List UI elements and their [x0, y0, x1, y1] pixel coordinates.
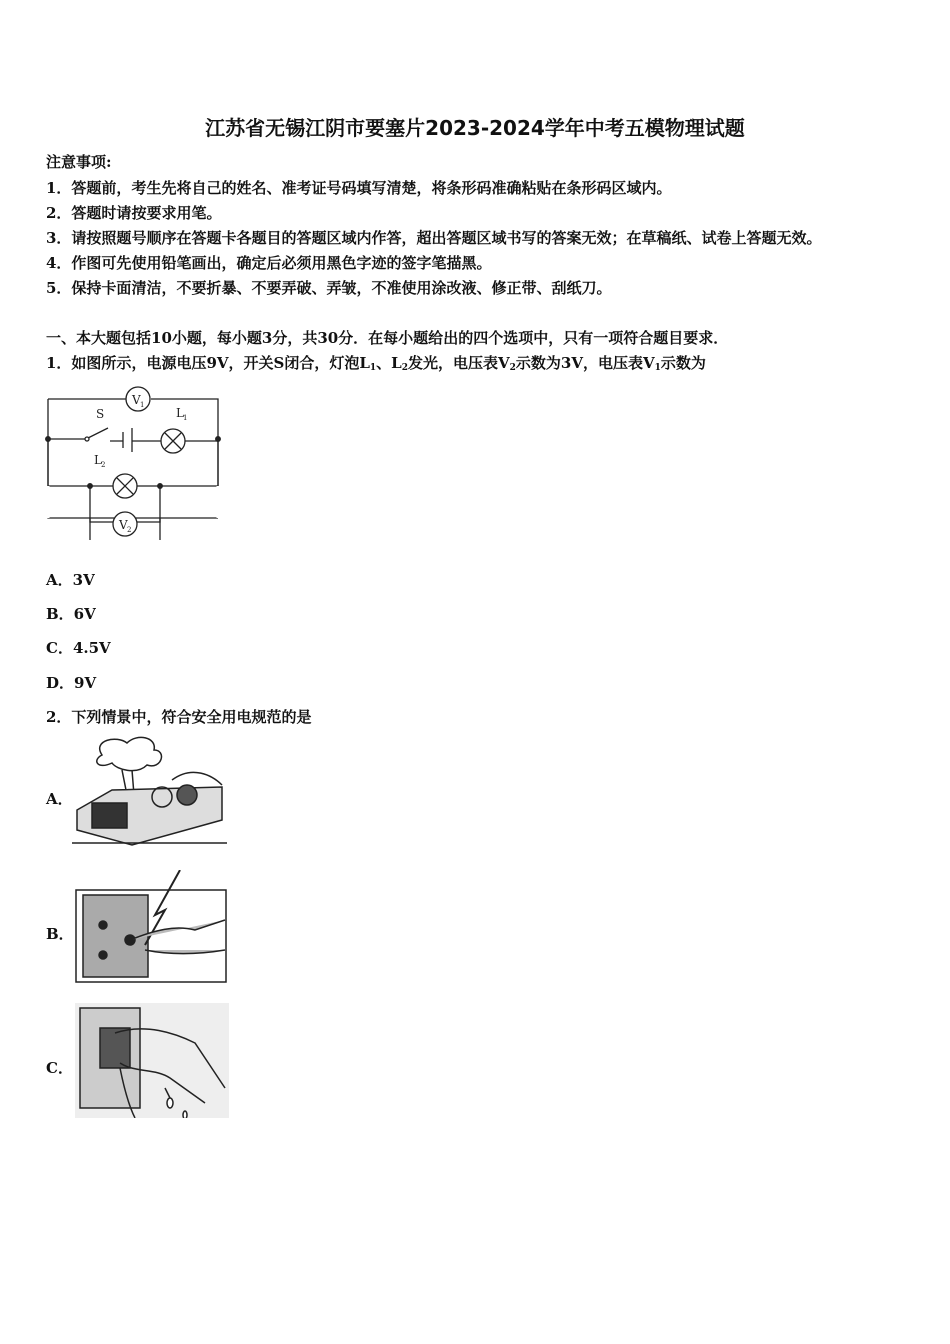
- q1-sub: 1: [654, 363, 661, 373]
- question-1-stem: [46, 352, 706, 373]
- notes-heading: 注意事项:: [46, 153, 112, 171]
- q1-sub: 1: [369, 363, 377, 373]
- v1-label: V: [132, 393, 141, 407]
- q1-option-d: D．9V: [46, 674, 97, 692]
- l2-label: L: [94, 453, 102, 467]
- v1-sub: 1: [140, 401, 145, 409]
- l1-sub: 1: [183, 414, 188, 422]
- l1-label: L: [176, 406, 184, 420]
- switch-label: S: [96, 407, 105, 421]
- q1-text: 1．如图所示，电源电压9V，开关S闭合，灯泡L: [46, 354, 370, 372]
- section-heading: 一、本大题包括10小题，每小题3分，共30分．在每小题给出的四个选项中，只有一项符合题目要求．: [46, 329, 729, 347]
- wet-hand-plug-image: [75, 1003, 229, 1118]
- q1-sub: 2: [509, 363, 516, 373]
- q1-sub: 2: [401, 363, 408, 373]
- q1-text: 、L: [376, 354, 402, 372]
- circuit-diagram: [40, 380, 240, 540]
- q1-option-c: C．4.5V: [46, 639, 111, 657]
- q2-option-c: C．: [46, 1059, 73, 1077]
- q1-text: 发光，电压表V: [408, 354, 510, 372]
- note-item: 5．保持卡面清洁，不要折暴、不要弄破、弄皱，不准使用涂改液、修正带、刮纸刀。: [46, 279, 612, 297]
- v2-sub: 2: [127, 526, 132, 534]
- q1-option-b: B．6V: [46, 605, 96, 623]
- note-item: 4．作图可先使用铅笔画出，确定后必须用黑色字迹的签字笔描黑。: [46, 254, 492, 272]
- q2-option-a: A．: [46, 790, 73, 808]
- question-2-stem: 2．下列情景中，符合安全用电规范的是: [46, 708, 312, 726]
- finger-in-socket-image: [75, 870, 227, 983]
- q1-text: 示数为: [660, 354, 706, 372]
- q1-option-a: A．3V: [46, 571, 95, 589]
- overloaded-power-strip-image: [72, 735, 227, 847]
- l2-sub: 2: [101, 461, 106, 469]
- q1-text: 示数为3V，电压表V: [515, 354, 655, 372]
- page-title: 江苏省无锡江阴市要塞片2023-2024学年中考五模物理试题: [205, 116, 745, 140]
- note-item: 3．请按照题号顺序在答题卡各题目的答题区域内作答，超出答题区域书写的答案无效；在草稿纸、试卷上答题无效。: [46, 229, 822, 247]
- q2-option-b: B．: [46, 925, 74, 943]
- note-item: 2．答题时请按要求用笔。: [46, 204, 222, 222]
- note-item: 1．答题前，考生先将自己的姓名、准考证号码填写清楚，将条形码准确粘贴在条形码区域内。: [46, 179, 672, 197]
- v2-label: V: [119, 518, 128, 532]
